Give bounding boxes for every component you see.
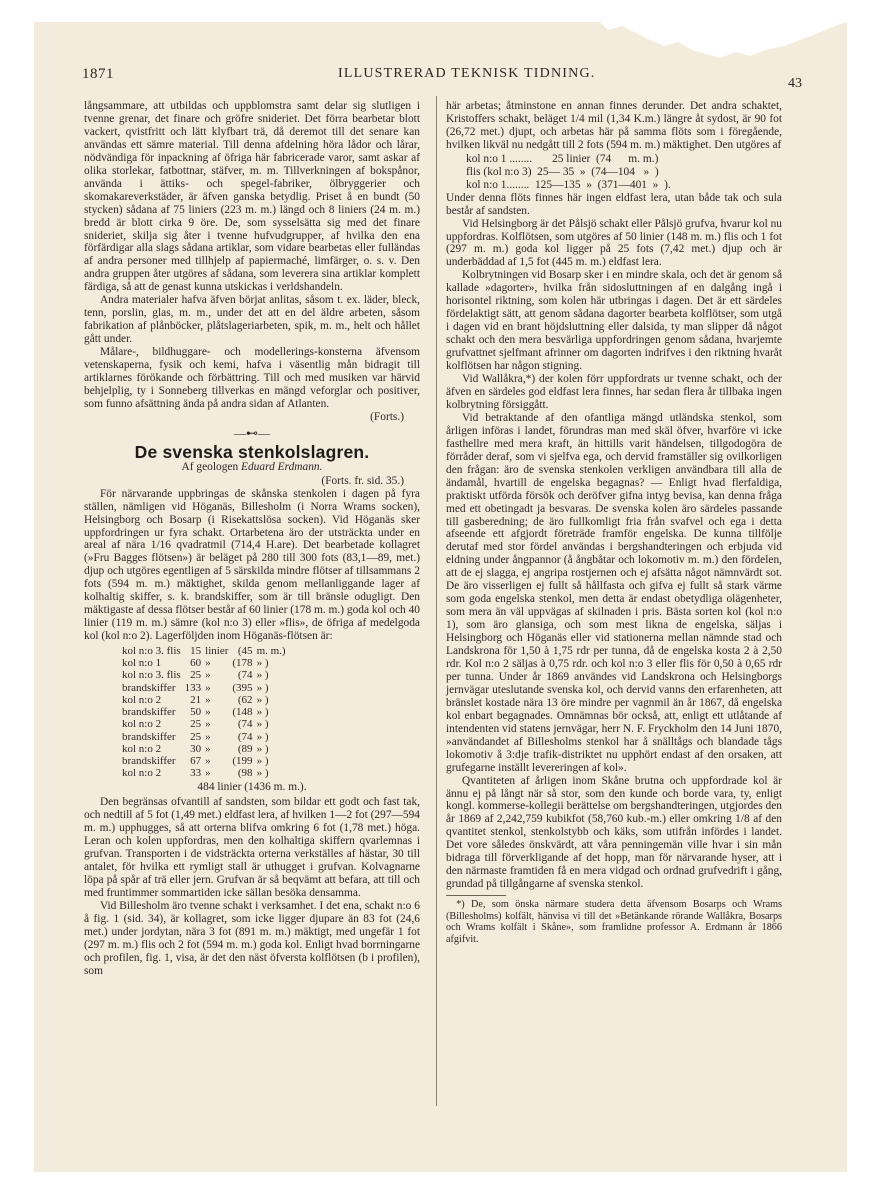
- strata-mm: (395: [232, 681, 253, 694]
- paragraph: Under denna flöts finnes här ingen eldfast lera, utan både tak och sula består af sandsten.: [446, 191, 782, 217]
- strata-unit: »: [205, 730, 211, 743]
- strata-unit: »: [205, 742, 211, 755]
- forts-signoff: (Forts.): [370, 410, 404, 423]
- strata-layer-name: brandskiffer: [122, 754, 176, 767]
- strata-row: [122, 767, 290, 779]
- strata-unit: »: [205, 718, 211, 731]
- left-column: [84, 100, 420, 978]
- strata-lines: 30: [190, 742, 202, 755]
- header-title: ILLUSTRERAD TEKNISK TIDNING.: [338, 66, 596, 81]
- strata-unit: »: [205, 767, 211, 780]
- section-ornament: —⊷—: [234, 425, 270, 440]
- strata-layer-name: kol n:o 3. flis: [122, 645, 181, 658]
- strata-mm: (89: [237, 742, 253, 755]
- strata-unit: linier: [205, 645, 229, 658]
- strata-layer-name: brandskiffer: [122, 706, 176, 719]
- strata-mm-unit: » ): [256, 718, 269, 731]
- strata-table: [122, 645, 290, 779]
- paragraph: Vid Helsingborg är det Pålsjö schakt eller Pålsjö grufva, hvarur kol nu uppfordras. Kolflötsen, som utgöres af 50 linier (148 m. m.) flis och 1 fot (297 m. m.) goda kol ligger på 25 fots (7,42 met.) djup och är underbäddad af 1,5 fot (445 m. m.) eldfast lera.: [446, 217, 782, 269]
- footnote-text: *) De, som önska närmare studera detta äfvensom Bosarps och Wrams (Billesholms) kolfält, hänvisa vi till det »Betänkande rörande Wallåkra, Bosarps och Wrams kolfält i Skåne», som framlidne professor A. Erdmann år 1866 afgifvit.: [446, 899, 782, 945]
- strata-layer-name: kol n:o 2: [122, 693, 162, 706]
- strata-lines: 133: [184, 681, 202, 694]
- strata-row: [122, 731, 290, 743]
- strata-unit: »: [205, 669, 211, 682]
- article-title: De svenska stenkolslagren.: [134, 441, 370, 462]
- strata-mm: (74: [237, 669, 253, 682]
- strata-mm: (62: [237, 693, 253, 706]
- footnote-rule: [446, 895, 506, 896]
- strata-row: [122, 657, 290, 669]
- byline-prefix: Af geologen: [181, 460, 239, 473]
- strata-mm-unit: » ): [256, 754, 269, 767]
- strata-unit: »: [205, 706, 211, 719]
- coal-layer-list: [446, 153, 782, 192]
- strata-mm-unit: » ): [256, 706, 269, 719]
- paragraph: Vid Wallåkra,*) der kolen förr uppfordrats ur tvenne schakt, och der äfven en särdeles god eldfast lera finnes, har sedan flera år tillbaka ingen kolbrytning försiggått.: [446, 373, 782, 411]
- paragraph: Den begränsas ofvantill af sandsten, som bildar ett godt och fast tak, och nedtill af 5 fot (1,49 met.) eldfast lera, af hvilken 1—2 fot (297—594 m. m.) upphugges, så att orterna blifva omkring 6 fot (1,78 met.) höga. Leran och kolen uppfordras, men den kolhaltiga skiffern qvarlemnas i grufvan. Transporten i de vidsträckta orterna verkställes af hästar, 30 till antalet, för hvilka ett rymligt stall är uthugget i grufvan. Kolvagnarne löpa på spår af trä eller jern. Grufvan är så beqvämt att befara, att till och med fruntimmer sommartiden icke sällan besöka densamma.: [84, 796, 420, 899]
- strata-lines: 67: [190, 754, 202, 767]
- strata-layer-name: brandskiffer: [122, 681, 176, 694]
- strata-mm: (178: [232, 657, 253, 670]
- column-divider: [436, 96, 437, 1106]
- strata-unit: »: [205, 693, 211, 706]
- strata-total: 484 linier (1436 m. m.).: [197, 781, 307, 794]
- strata-lines: 33: [190, 767, 202, 780]
- strata-mm: (98: [237, 767, 253, 780]
- strata-row: [122, 706, 290, 718]
- strata-mm: (74: [237, 718, 253, 731]
- strata-lines: 60: [190, 657, 202, 670]
- strata-mm: (45: [237, 645, 253, 658]
- strata-mm-unit: » ): [256, 657, 269, 670]
- strata-unit: »: [205, 657, 211, 670]
- strata-mm-unit: m. m.): [256, 645, 286, 658]
- strata-layer-name: kol n:o 2: [122, 742, 162, 755]
- byline-author: Eduard Erdmann.: [241, 460, 323, 473]
- strata-row: [122, 669, 290, 681]
- coal-layer-row: kol n:o 1........ 125—135 » (371—401 » ).: [466, 178, 671, 191]
- paragraph: För närvarande uppbringas de skånska stenkolen i dagen på fyra ställen, nämligen vid Höganäs, Billesholm (i Norra Wrams socken), Helsingborg och Bosarp (i Risekattslösa socken). Vid Höganäs sker uppfordringen ur fyra schakt. Ortarbetena äro der utsträckta under en areal af nära 1/16 qvadratmil (714,4 H.are). Det bearbetade kollagret (»Fru Bagges flötsen») är beläget på 280 till 300 fots (83,1—89, met.) djup och utgöres egentligen af 5 särskilda mindre flötser af tillsammans 2 fots (594 m. m.) mäktighet, skilda genom mellanliggande lager af kolhaltig skiffer, s. k. brandskiffer, som är till bränsle odugligt. Den mäktigaste af dessa flötser består af 60 linier (178 m. m.) goda kol och 40 linier (119 m. m.) sämre (kol n:o 3) eller »flis», de öfriga af medelgoda kol (kol n:o 2). Lagerföljden inom Höganäs-flötsen är:: [84, 487, 420, 643]
- strata-row: [122, 645, 290, 657]
- coal-layer-row: flis (kol n:o 3) 25— 35 » (74—104 » ): [466, 165, 659, 178]
- paragraph: Vid betraktande af den ofantliga mängd utländska stenkol, som årligen införas i landet, förundras man med skäl öfver, hvarföre vi icke fasthellre med mera kraft, än hittills varit händelsen, tillgodogöra de förråder deraf, som vi sjelfva ega, och dervid framställer sig ovilkorligen den frågan: äro de svenska stenkolen verkligen användbara till alla de ändamål, hvartill de engelska begagnas? — Enligt hvad flerfaldiga, praktiskt utförda försök och deröfver gifna intyg bevisa, kan denna fråga med ett obetingadt ja besvaras. De svenska kolen äro särdeles passande till gasberedning; de äro fullkomligt fria från svafvel och ega i detta afseende ett afgjordt företräde framför engelska. De kunna tillfölje derutaf med stor fördel användas i bergshandteringen och erbjuda vid eldning under ångpannor (å ångbåtar och lokomotiv m. m.) den fördelen, att de ej slagga, ej angripa rostjernen och ej afsätta något nämnvärdt sot. De äro visserligen ej fullt så hållfasta och gifva ej fullt så stark värme som goda engelska stenkol, men detta är endast obetydliga olägenheter, som mera än väl uppvägas af skilnaden i pris. Bästa sorten kol (kol n:o 1), som äro glansiga, och som mest likna de engelska, säljas i Helsingborg och Höganäs eller vid stationerna mellan nämnde stad och Landskrona för 1,50 à 1,75 rdr per tunna, då de engelska kosta 2 à 2,50 rdr. Kol n:o 2 säljas à 0,75 rdr. och kol n:o 3 eller flis för 0,50 à 0,65 rdr per tunna. Under år 1869 användes vid Landskrona och Helsingborgs jernvägar uteslutande svenska kol, och dervid vanns den erfarenheten, att bränslet kostade nära 13 öre mindre per vagnmil än år 1867, då engelska kol enbart begagnades. Omnämnas bör också, att, enligt ett utlåtande af intendenten vid statens jernvägar, herr N. F. Fryckholm den 14 Juni 1870, »användandet af Billesholms stenkol har å snälltågs och blandade tågs lokomotiv å 3:dje trafik-distriktet nu upphört endast af den orsaken, att grufegarne inställt levereringen af kol».: [446, 411, 782, 774]
- byline: [84, 461, 420, 474]
- strata-mm-unit: » ): [256, 693, 269, 706]
- strata-layer-name: kol n:o 2: [122, 718, 162, 731]
- torn-edge: [560, 0, 877, 70]
- strata-mm-unit: » ): [256, 730, 269, 743]
- strata-mm: (74: [237, 730, 253, 743]
- paragraph: Qvantiteten af årligen inom Skåne brutna och uppfordrade kol är ännu ej på långt när så stor, som den kunde och borde vara, ty, enligt kongl. kommerse-kollegii berättelse om bergshandteringen, utgjordes den år 1869 af 2,242,759 kubikfot (58,760 kub.-m.) eller omkring 1/8 af den qvantitet stenkol, stenkolstybb och käks, som utifrån infördes i landet. Det vore således önskvärdt, att våra penningemän ville hvar i sin mån bidraga till förverkligande af det hopp, man för närvarande hyser, att i den närmaste framtiden få en mera vidgad och ordnad grufvedrift i gång, grundad på tillgångarne af svenska stenkol.: [446, 774, 782, 891]
- strata-layer-name: brandskiffer: [122, 730, 176, 743]
- strata-mm-unit: » ): [256, 681, 269, 694]
- strata-layer-name: kol n:o 3. flis: [122, 669, 181, 682]
- paragraph: här arbetas; åtminstone en annan finnes derunder. Det andra schaktet, Kristoffers schakt, beläget 1/4 mil (1,34 K.m.) längre åt sydost, är 90 fot (26,72 met.) djupt, och arbetas här på samma flöts som i föregående, hvilken likväl nu nedgått till 2 fots (594 m. m.) mäktighet. Den utgöres af: [446, 100, 782, 151]
- strata-lines: 25: [190, 718, 202, 731]
- footnote: [446, 899, 782, 945]
- strata-mm-unit: » ): [256, 669, 269, 682]
- continuation-note: (Forts. fr. sid. 35.): [321, 474, 404, 487]
- strata-layer-name: kol n:o 2: [122, 767, 162, 780]
- strata-lines: 15: [190, 645, 202, 658]
- strata-row: [122, 743, 290, 755]
- strata-lines: 21: [190, 693, 202, 706]
- paragraph: Andra materialer hafva äfven börjat anlitas, såsom t. ex. läder, bleck, tenn, porslin, glas, m. m., under det att en del äldre arbeten, såsom fabrikation af plånböcker, plåtslageriarbeten, spik, m. m., helt och hållet gått under.: [84, 294, 420, 346]
- strata-row: [122, 694, 290, 706]
- paragraph: Vid Billesholm äro tvenne schakt i verksamhet. I det ena, schakt n:o 6 å fig. 1 (sid. 34), är kollagret, som icke ligger djupare än 83 fot (24,6 met.) under jordytan, nära 3 fot (891 m. m.) mäktigt, med ungefär 1 fot (297 m. m.) flis och 2 fot (594 m. m.) goda kol. Enligt hvad borrningarne och profilen, fig. 1, visa, är det den näst öfversta kolflötsen (b i profilen), som: [84, 899, 420, 977]
- strata-lines: 25: [190, 730, 202, 743]
- strata-mm: (199: [232, 754, 253, 767]
- paragraph: Kolbrytningen vid Bosarp sker i en mindre skala, och det är genom så kallade »dagorter», hvilka från sidosluttningen af en dalgång ingå i horisontel riktning, som kolen här utbringas i dagen. Det är ett särdeles fördelaktigt sätt, att genom sådana dagorter bearbeta kolflötser, som utgå i dagen vid en brant höjdsluttning eller dalsida, ty man slipper då något schakt och den mera besvärliga uppfordringen genom sådana, hvarjemte grufvattnet sjelfmant afrinner om dagorten indrifves i den riktning hvaråt kolflötsen har någon stigning.: [446, 269, 782, 373]
- paragraph: Målare-, bildhuggare- och modellerings-konsterna äfvensom vetenskaperna, fysik och kemi, hafva i väsentlig mån bidragit till artiklarnes förökande och förbättring. Till och med musiken var härvid behjelplig, ty i Sonneberg tillverkas en mängd veforglar och positiver, som funno afsättning ända på andra sidan af Atlanten.: [84, 346, 420, 410]
- strata-row: [122, 718, 290, 730]
- strata-mm-unit: » ): [256, 742, 269, 755]
- strata-mm-unit: » ): [256, 767, 269, 780]
- strata-mm: (148: [232, 706, 253, 719]
- page-number: 43: [788, 76, 802, 91]
- strata-layer-name: kol n:o 1: [122, 657, 162, 670]
- header-year: 1871: [82, 66, 114, 82]
- coal-layer-row: kol n:o 1 ........ 25 linier (74 m. m.): [466, 152, 659, 165]
- page-header: [82, 66, 802, 92]
- paragraph: långsammare, att utbildas och uppblomstra samt delar sig slutligen i tvenne grenar, det finare och gröfre snideriet. Det förra bearbetar blott vackert, qvistfritt och lätt klyfbart trä, då deremot till det senare kan användas ett sämre material. Till denna afdelning höra lådor och lårar, nödvändiga för inpackning af öfriga här fabricerade varor, samt askar af olika storlekar, fatbottnar, stäfver, m. m. Tillverkningen af bokspånor, använda i ättiks- och spegel-fabriker, ölbryggerier och skomakareverkstäder, är äfven ganska betydlig. Priset å en bundt (50 stycken) sådana af 75 liniers (223 m. m.) längd och 8 liniers (24 m. m.) bredd är blott cirka 9 öre. De, som sysselsätta sig med det finare snideriet, skilja sig åter i tvenne hufvudgrupper, af hvilka den ena förfärdigar alla slags sådana artiklar, som vidare bearbetas eller fulländas af andra personer med tillhjelp af papiermaché, limfärger, o. s. v. Den andra gruppen åter utgöres af sådana, som leverera sina artiklar komplett färdiga, så att de genast kunna utskickas i verldshandeln.: [84, 100, 420, 294]
- strata-lines: 25: [190, 669, 202, 682]
- strata-row: [122, 755, 290, 767]
- strata-lines: 50: [190, 706, 202, 719]
- strata-row: [122, 682, 290, 694]
- strata-unit: »: [205, 754, 211, 767]
- right-column: [446, 100, 782, 946]
- strata-unit: »: [205, 681, 211, 694]
